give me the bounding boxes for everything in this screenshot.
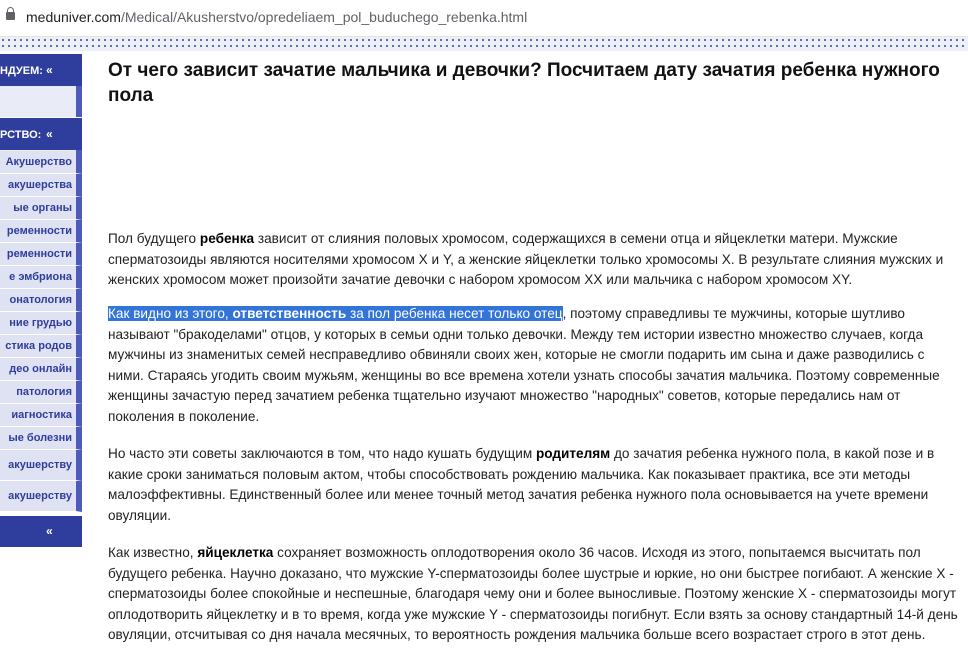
header-pattern-strip xyxy=(0,37,968,51)
article-paragraph xyxy=(108,304,958,428)
sidebar-footer[interactable] xyxy=(0,516,82,547)
article xyxy=(108,58,954,108)
collapse-icon[interactable]: « xyxy=(46,127,53,141)
article-paragraph xyxy=(108,543,958,646)
sidebar-section-header-1[interactable] xyxy=(0,54,82,86)
sidebar-item-label: део онлайн xyxy=(9,363,72,375)
sidebar-item[interactable] xyxy=(0,312,82,335)
selected-text[interactable] xyxy=(108,306,563,321)
sidebar-item[interactable] xyxy=(0,481,82,512)
sidebar-item-label: ые органы xyxy=(13,202,72,214)
url-text[interactable] xyxy=(26,9,527,25)
sidebar-blank-block xyxy=(0,86,82,117)
sidebar-section-title: РСТВО: xyxy=(0,129,42,141)
address-bar[interactable] xyxy=(0,0,968,37)
lock-icon[interactable] xyxy=(6,12,15,20)
sidebar-item[interactable] xyxy=(0,266,82,289)
paragraph-text: Но часто эти советы заключаются в том, что надо кушать будущим xyxy=(108,446,536,461)
paragraph-text: Как известно, xyxy=(108,545,198,560)
keyword-link[interactable]: яйцеклетка xyxy=(197,545,274,560)
keyword-link[interactable]: ребенка xyxy=(199,231,255,246)
article-paragraph xyxy=(108,444,958,526)
sidebar-item-label: акушерства xyxy=(8,179,72,191)
keyword-link[interactable]: родителям xyxy=(535,446,611,461)
url-path: /Medical/Akusherstvo/opredeliaem_pol_buduchego_rebenka.html xyxy=(120,9,528,25)
article-title: От чего зависит зачатие мальчика и девочки? Посчитаем дату зачатия ребенка нужного пола xyxy=(108,60,940,106)
sidebar xyxy=(0,51,82,550)
sidebar-item-label: патология xyxy=(16,386,72,398)
sidebar-item[interactable] xyxy=(0,381,82,404)
sidebar-item-label: онатология xyxy=(9,294,72,306)
paragraph-text: Как видно из этого, xyxy=(108,306,233,321)
sidebar-item[interactable] xyxy=(0,404,82,427)
sidebar-item-label: ременности xyxy=(6,248,72,260)
collapse-icon[interactable]: « xyxy=(46,63,53,77)
sidebar-item[interactable] xyxy=(0,427,82,450)
sidebar-item[interactable] xyxy=(0,197,82,220)
sidebar-item[interactable] xyxy=(0,220,82,243)
url-domain: meduniver.com xyxy=(26,9,121,25)
sidebar-item[interactable] xyxy=(0,174,82,197)
paragraph-text: за пол ребенка несет только отец xyxy=(346,306,563,321)
sidebar-item-label: стика родов xyxy=(5,340,72,352)
paragraph-text: , поэтому справедливы те мужчины, которые шутливо называют "бракоделами" отцов, у которых в семьи одни только девочки. Между тем истории известно множество случаев, когда мужчины из знаменитых семей несправедливо обвиняли своих жен, которые не смогли подарить им сына и даже разводились с ними. Стараясь угодить своим мужьям, женщины во все времена хотели узнать способы зачатия мальчика. Поэтому современные женщины зачастую перед зачатием ребенка тщательно изучают множество "народных" советов, которые передались нам от поколения в поколение. xyxy=(108,306,940,424)
sidebar-item[interactable] xyxy=(0,289,82,312)
sidebar-item[interactable] xyxy=(0,151,82,174)
sidebar-item-label: иагностика xyxy=(11,409,72,421)
sidebar-item[interactable] xyxy=(0,335,82,358)
keyword-link[interactable]: ответственность xyxy=(232,306,347,321)
sidebar-item-label: ременности xyxy=(6,225,72,237)
paragraph-text: сохраняет возможность оплодотворения около 36 часов. Исходя из этого, попытаемся высчитать пол будущего ребенка. Научно доказано, что мужские Y-сперматозоиды более шустрые и юркие, но они быстрее погибают. А женские X - сперматозоиды более спокойные и неспешные, благодаря чему они и более выносливые. Поэтому женские X - сперматозоиды могут оплодотворить яйцеклетку и в то время, когда уже мужские Y - сперматозоиды погибнут. Если взять за основу стандартный 14-й день овуляции, отсчитывая со дня начала месячных, то вероятность рождения мальчика больше всего возрастает строго в этот день. xyxy=(108,545,958,643)
article-paragraph xyxy=(108,229,958,291)
sidebar-item-label: ые болезни xyxy=(8,432,72,444)
paragraph-text: зависит от слияния половых хромосом, содержащихся в семени отца и яйцеклетки матери. Мужские сперматозоиды являются носителями хромосом X и Y, а женские яйцеклетки только хромосомы X. В результате слияния мужских и женских хромосом может произойти зачатие девочки с набором хромосом XX или мальчика с набором хромосом XY. xyxy=(108,231,944,288)
sidebar-item-label: ние грудью xyxy=(9,317,72,329)
sidebar-item[interactable] xyxy=(0,450,82,481)
sidebar-section-title: НДУЕМ: xyxy=(0,65,43,77)
sidebar-section-header-2[interactable] xyxy=(0,118,82,150)
sidebar-item-label: е эмбриона xyxy=(9,271,72,283)
paragraph-text: Пол будущего xyxy=(108,231,200,246)
sidebar-item-label: акушерству xyxy=(8,459,72,471)
sidebar-item-label: акушерству xyxy=(8,490,72,502)
sidebar-item-label: Акушерство xyxy=(5,156,72,168)
collapse-icon[interactable]: « xyxy=(46,524,53,538)
paragraph-text: до зачатия ребенка нужного пола, в какой позе и в какие сроки заниматься половым актом, чтобы способствовать рождению мальчика. Как показывает практика, все эти методы малоэффективны. Единственный более или менее точный метод зачатия ребенка нужного пола основывается на учете времени овуляции. xyxy=(108,446,935,523)
sidebar-item[interactable] xyxy=(0,243,82,266)
sidebar-item[interactable] xyxy=(0,358,82,381)
